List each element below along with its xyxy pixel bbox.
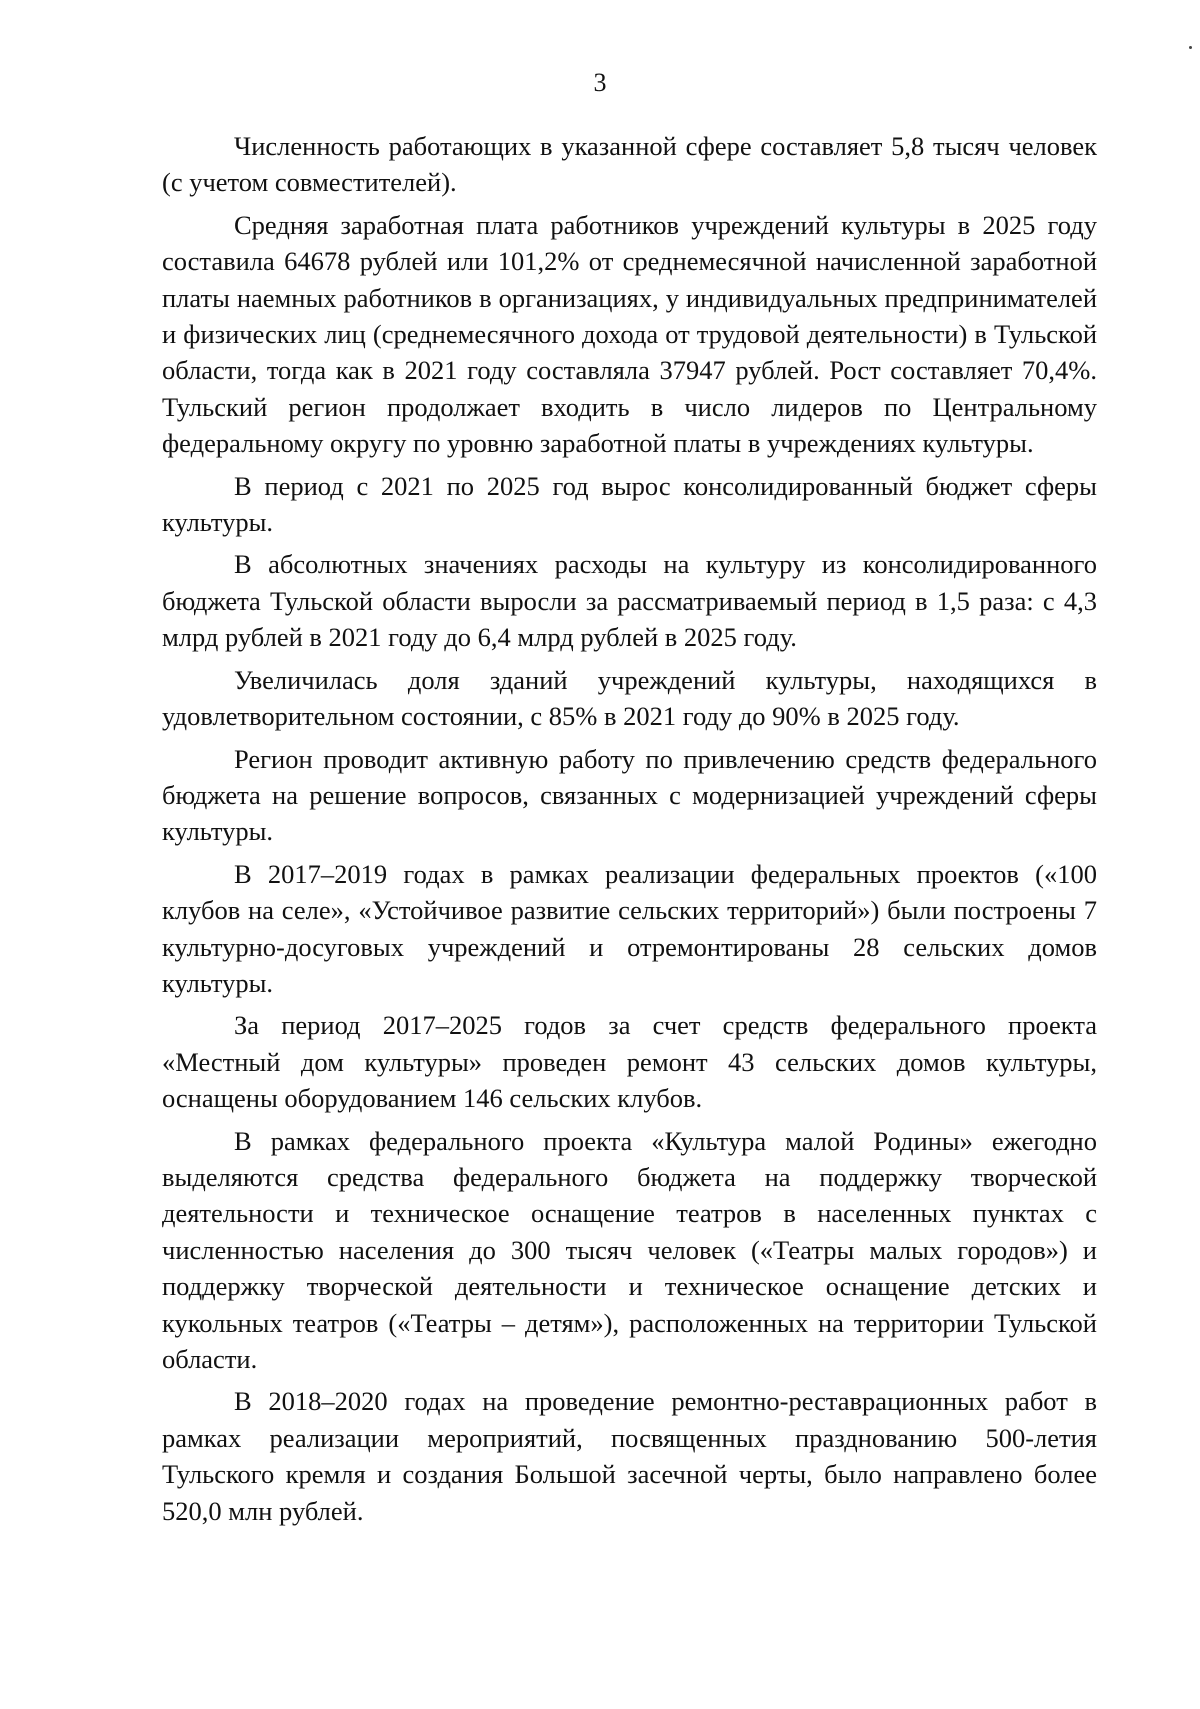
paragraph-5: Увеличилась доля зданий учреждений культуры, находящихся в удовлетворительном состоянии, с 85% в 2021 году до 90% в 2025 году. xyxy=(162,664,1097,732)
paragraph-8: За период 2017–2025 годов за счет средств федерального проекта «Местный дом культуры» проведен ремонт 43 сельских домов культуры, оснащены оборудованием 146 сельских клубов. xyxy=(162,1010,1097,1114)
paragraph-4: В абсолютных значениях расходы на культуру из консолидированного бюджета Тульской области выросли за рассматриваемый период в 1,5 раза: с 4,3 млрд рублей в 2021 году до 6,4 млрд рублей в 2025 году. xyxy=(162,549,1097,653)
paragraph-7: В 2017–2019 годах в рамках реализации федеральных проектов («100 клубов на селе», «Устойчивое развитие сельских территорий») были построены 7 культурно-досуговых учреждений и отремонтированы 28 сельских домов культуры. xyxy=(162,858,1097,998)
paragraph-3: В период с 2021 по 2025 год вырос консолидированный бюджет сферы культуры. xyxy=(162,470,1097,538)
paragraph-10: В 2018–2020 годах на проведение ремонтно-реставрационных работ в рамках реализации мероприятий, посвященных празднованию 500-летия Тульского кремля и создания Большой засечной черты, было направлено более 520,0 млн рублей. xyxy=(162,1386,1097,1526)
page-number: 3 xyxy=(593,68,607,97)
paragraph-2: Средняя заработная плата работников учреждений культуры в 2025 году составила 64678 рублей или 101,2% от среднемесячной начисленной заработной платы наемных работников в организациях, у индивидуальных предпринимателей и физических лиц (среднемесячного дохода от трудовой деятельности) в Тульской области, тогда как в 2021 году составляла 37947 рублей. Рост составляет 70,4%. Тульский регион продолжает входить в число лидеров по Центральному федеральному округу по уровню заработной платы в учреждениях культуры. xyxy=(162,209,1097,459)
paragraph-9: В рамках федерального проекта «Культура малой Родины» ежегодно выделяются средства федерального бюджета на поддержку творческой деятельности и техническое оснащение театров в населенных пунктах с численностью населения до 300 тысяч человек («Театры малых городов») и поддержку творческой деятельности и техническое оснащение детских и кукольных театров («Театры – детям»), расположенных на территории Тульской области. xyxy=(162,1125,1097,1374)
document-body xyxy=(162,128,1097,1535)
scan-mark xyxy=(1189,46,1192,49)
paragraph-1: Численность работающих в указанной сфере составляет 5,8 тысяч человек (с учетом совместителей). xyxy=(162,131,1097,198)
paragraph-6: Регион проводит активную работу по привлечению средств федерального бюджета на решение вопросов, связанных с модернизацией учреждений сферы культуры. xyxy=(162,743,1097,847)
